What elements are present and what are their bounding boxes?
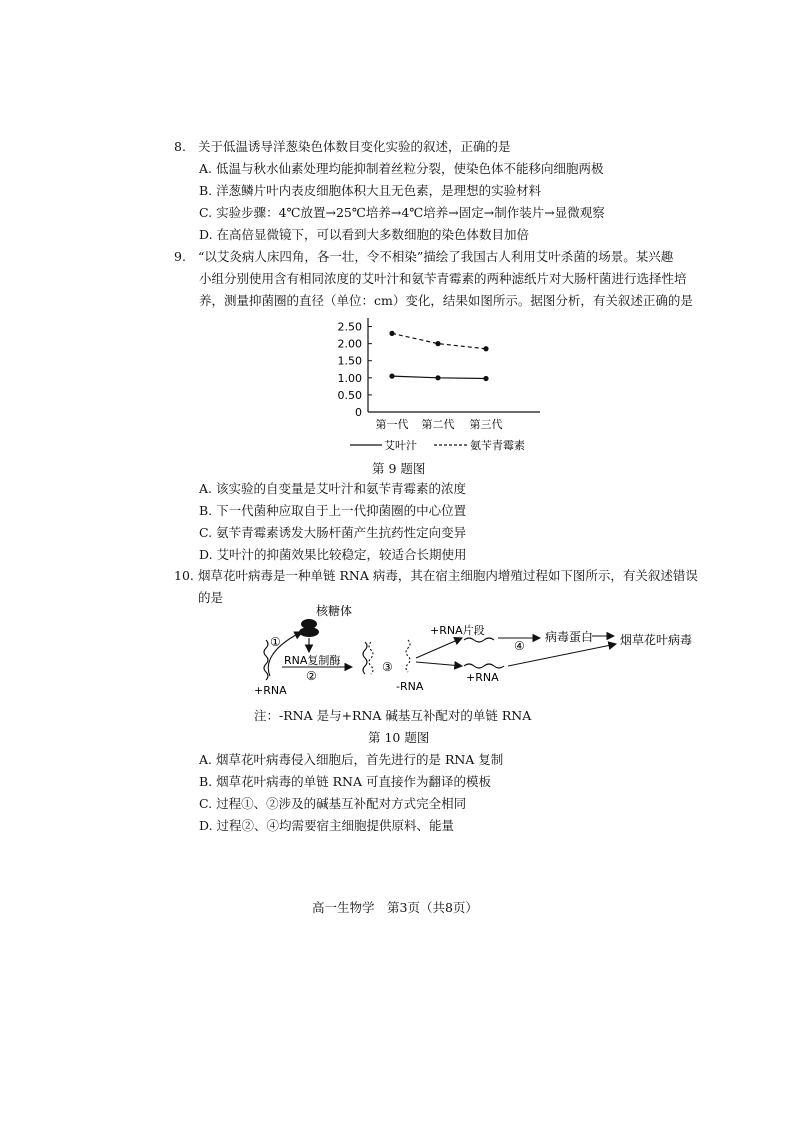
chart-ytick-label: 2.00 bbox=[337, 337, 362, 351]
chart-ytick-label: 1.00 bbox=[337, 371, 362, 385]
label-tmv: 烟草花叶病毒 bbox=[620, 633, 693, 647]
label-minus-rna: -RNA bbox=[396, 680, 424, 693]
label-plus-rna-left: +RNA bbox=[254, 684, 287, 697]
double-strand-a bbox=[363, 642, 367, 674]
legend-label-aiyezhi: 艾叶汁 bbox=[384, 439, 417, 452]
q8-stem bbox=[174, 136, 511, 158]
q10-number: 10. bbox=[174, 568, 194, 583]
q10-option-d: D. 过程②、④均需要宿主细胞提供原料、能量 bbox=[199, 818, 455, 833]
chart-point-series1 bbox=[483, 346, 488, 351]
label-process-3: ③ bbox=[382, 660, 393, 674]
q10-option-a: A. 烟草花叶病毒侵入细胞后，首先进行的是 RNA 复制 bbox=[199, 752, 504, 767]
chart-series-line-1 bbox=[392, 333, 486, 348]
chart-ytick-label: 0.50 bbox=[337, 388, 362, 402]
label-plus-rna-right: +RNA bbox=[466, 671, 499, 684]
q10-stem-line-2: 的是 bbox=[198, 590, 224, 605]
chart-point-series1 bbox=[435, 341, 440, 346]
label-virus-protein: 病毒蛋白 bbox=[545, 630, 594, 644]
chart-point-series0 bbox=[389, 374, 394, 379]
q9-line-chart bbox=[330, 316, 560, 456]
q8-option-d: D. 在高倍显微镜下，可以看到大多数细胞的染色体数目加倍 bbox=[199, 227, 530, 242]
chart-ytick-label: 2.50 bbox=[337, 320, 362, 334]
q9-stem-line-2: 小组分别使用含有相同浓度的艾叶汁和氨苄青霉素的两种滤纸片对大肠杆菌进行选择性培 bbox=[199, 271, 687, 286]
chart-point-series0 bbox=[435, 375, 440, 380]
q8-option-c: C. 实验步骤：4℃放置→25℃培养→4℃培养→固定→制作装片→显微观察 bbox=[199, 205, 605, 220]
label-process-4: ④ bbox=[514, 639, 525, 653]
q9-option-b: B. 下一代菌种应取自于上一代抑菌圈的中心位置 bbox=[199, 503, 467, 518]
arrow-to-plus-rna bbox=[416, 662, 462, 666]
q9-stem-text-1: “以艾灸病人床四角，各一壮，令不相染”描绘了我国古人利用艾叶杀菌的场景。某兴趣 bbox=[198, 249, 674, 264]
q8-option-a: A. 低温与秋水仙素处理均能抑制着丝粒分裂，使染色体不能移向细胞两极 bbox=[199, 161, 604, 176]
q9-option-d: D. 艾叶汁的抑菌效果比较稳定，较适合长期使用 bbox=[199, 547, 467, 562]
q9-option-c: C. 氨苄青霉素诱发大肠杆菌产生抗药性定向变异 bbox=[199, 525, 467, 540]
label-process-2: ② bbox=[306, 669, 317, 683]
rna-fragment-wave bbox=[464, 638, 494, 642]
label-process-1: ① bbox=[270, 635, 281, 649]
ribosome-icon bbox=[299, 619, 319, 637]
q10-proliferation-diagram bbox=[240, 600, 700, 700]
chart-point-series0 bbox=[483, 376, 488, 381]
q9-stem-line-3: 养，测量抑菌圈的直径（单位：cm）变化，结果如图所示。据图分析，有关叙述正确的是 bbox=[199, 293, 693, 308]
q10-note: 注：-RNA 是与+RNA 碱基互补配对的单链 RNA bbox=[254, 708, 532, 723]
q9-stem-line-1 bbox=[174, 246, 673, 268]
q9-figure-caption: 第 9 题图 bbox=[372, 461, 426, 476]
chart-ytick-label: 1.50 bbox=[337, 354, 362, 368]
q8-number: 8. bbox=[174, 139, 186, 154]
chart-xtick-label: 第二代 bbox=[421, 418, 455, 431]
minus-rna-strand bbox=[406, 640, 410, 672]
page-footer: 高一生物学 第3页（共8页） bbox=[312, 900, 478, 915]
arrow-to-fragment bbox=[416, 638, 462, 658]
plus-rna-wave-right bbox=[464, 664, 504, 668]
legend-label-ampicillin: 氨苄青霉素 bbox=[470, 439, 525, 452]
q10-option-b: B. 烟草花叶病毒的单链 RNA 可直接作为翻译的模板 bbox=[199, 774, 491, 789]
double-strand-b bbox=[369, 642, 373, 674]
q10-option-c: C. 过程①、②涉及的碱基互补配对方式完全相同 bbox=[199, 796, 467, 811]
label-ribosome: 核糖体 bbox=[316, 604, 353, 618]
chart-xtick-label: 第一代 bbox=[375, 418, 409, 431]
chart-point-series1 bbox=[389, 331, 394, 336]
q8-stem-text: 关于低温诱导洋葱染色体数目变化实验的叙述，正确的是 bbox=[198, 139, 511, 154]
chart-xtick-label: 第三代 bbox=[469, 418, 503, 431]
plus-rna-strand-left bbox=[264, 640, 268, 680]
chart-legend bbox=[350, 438, 525, 452]
label-rna-fragment: +RNA片段 bbox=[430, 624, 485, 637]
q10-stem-text-1: 烟草花叶病毒是一种单链 RNA 病毒，其在宿主细胞内增殖过程如下图所示，有关叙述错误 bbox=[198, 568, 698, 583]
q9-option-a: A. 该实验的自变量是艾叶汁和氨苄青霉素的浓度 bbox=[199, 481, 466, 496]
chart-ytick-label: 0 bbox=[355, 406, 362, 419]
q9-number: 9. bbox=[174, 249, 186, 264]
q10-figure-caption: 第 10 题图 bbox=[368, 730, 430, 745]
label-rna-replicase: RNA复制酶 bbox=[284, 654, 341, 667]
q8-option-b: B. 洋葱鳞片叶内表皮细胞体积大且无色素，是理想的实验材料 bbox=[199, 183, 542, 198]
q10-stem-line-1 bbox=[174, 565, 698, 587]
